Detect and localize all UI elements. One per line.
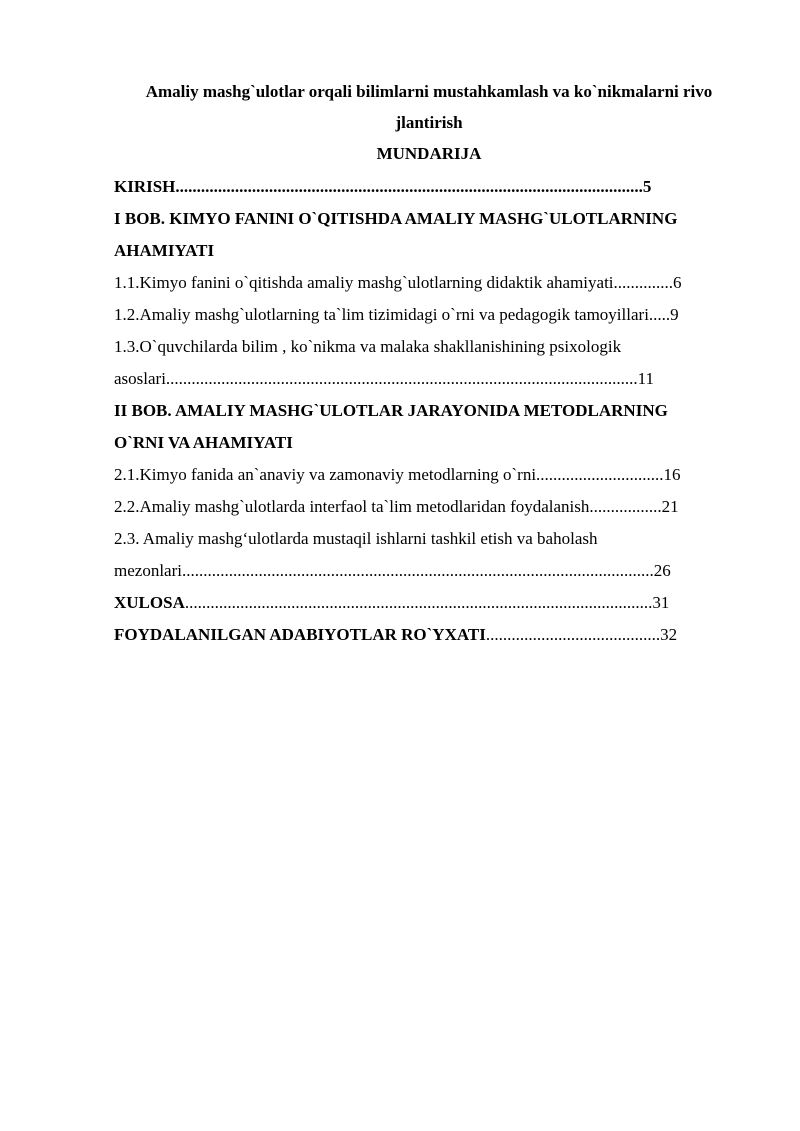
toc-heading: MUNDARIJA — [376, 144, 482, 163]
toc-entry-1-3-line1: 1.3.O`quvchilarda bilim , ko`nikma va malaka shakllanishining psixologik — [114, 337, 622, 356]
toc-chapter-1-line1: I BOB. KIMYO FANINI O`QITISHDA AMALIY MASHG`ULOTLARNING — [114, 209, 678, 228]
toc-entry-xulosa-label: XULOSA — [114, 593, 185, 612]
document-title — [114, 76, 744, 138]
toc-entry-1-1: 1.1.Kimyo fanini o`qitishda amaliy mashg`ulotlarning didaktik ahamiyati..............6 — [114, 273, 682, 292]
document-page — [114, 76, 744, 651]
toc-entry-1-3 — [114, 331, 744, 395]
toc-entry-xulosa-leader: ..............................................................................................................31 — [184, 593, 670, 612]
toc-entry-2-3 — [114, 523, 744, 587]
toc-entry-2-3-line2: mezonlari...............................................................................................................26 — [114, 561, 671, 580]
toc-entry-xulosa — [114, 587, 744, 619]
toc-entry-2-1: 2.1.Kimyo fanida an`anaviy va zamonaviy metodlarning o`rni..............................16 — [114, 465, 681, 484]
toc-chapter-1 — [114, 203, 744, 267]
toc-entry-kirish: KIRISH..............................................................................................................5 — [114, 177, 652, 196]
toc-chapter-2-line2: O`RNI VA AHAMIYATI — [114, 433, 293, 452]
toc-entry-2-2: 2.2.Amaliy mashg`ulotlarda interfaol ta`lim metodlaridan foydalanish.................21 — [114, 497, 679, 516]
document-title-line2: jlantirish — [395, 113, 463, 132]
toc-chapter-2-line1: II BOB. AMALIY MASHG`ULOTLAR JARAYONIDA METODLARNING — [114, 401, 668, 420]
document-title-line1: Amaliy mashg`ulotlar orqali bilimlarni mustahkamlash va ko`nikmalarni rivo — [145, 82, 713, 101]
toc-entry-2-3-line1: 2.3. Amaliy mashg‘ulotlarda mustaqil ishlarni tashkil etish va baholash — [114, 529, 598, 548]
toc-entry-1-2: 1.2.Amaliy mashg`ulotlarning ta`lim tizimidagi o`rni va pedagogik tamoyillari.....9 — [114, 305, 679, 324]
toc-entry-adabiyotlar-label: FOYDALANILGAN ADABIYOTLAR RO`YXATI — [114, 625, 486, 644]
toc-entry-adabiyotlar-leader: .........................................32 — [485, 625, 678, 644]
toc-chapter-1-line2: AHAMIYATI — [114, 241, 215, 260]
toc-entry-adabiyotlar — [114, 619, 744, 651]
toc-chapter-2 — [114, 395, 744, 459]
toc-entry-1-3-line2: asoslari...............................................................................................................11 — [114, 369, 655, 388]
